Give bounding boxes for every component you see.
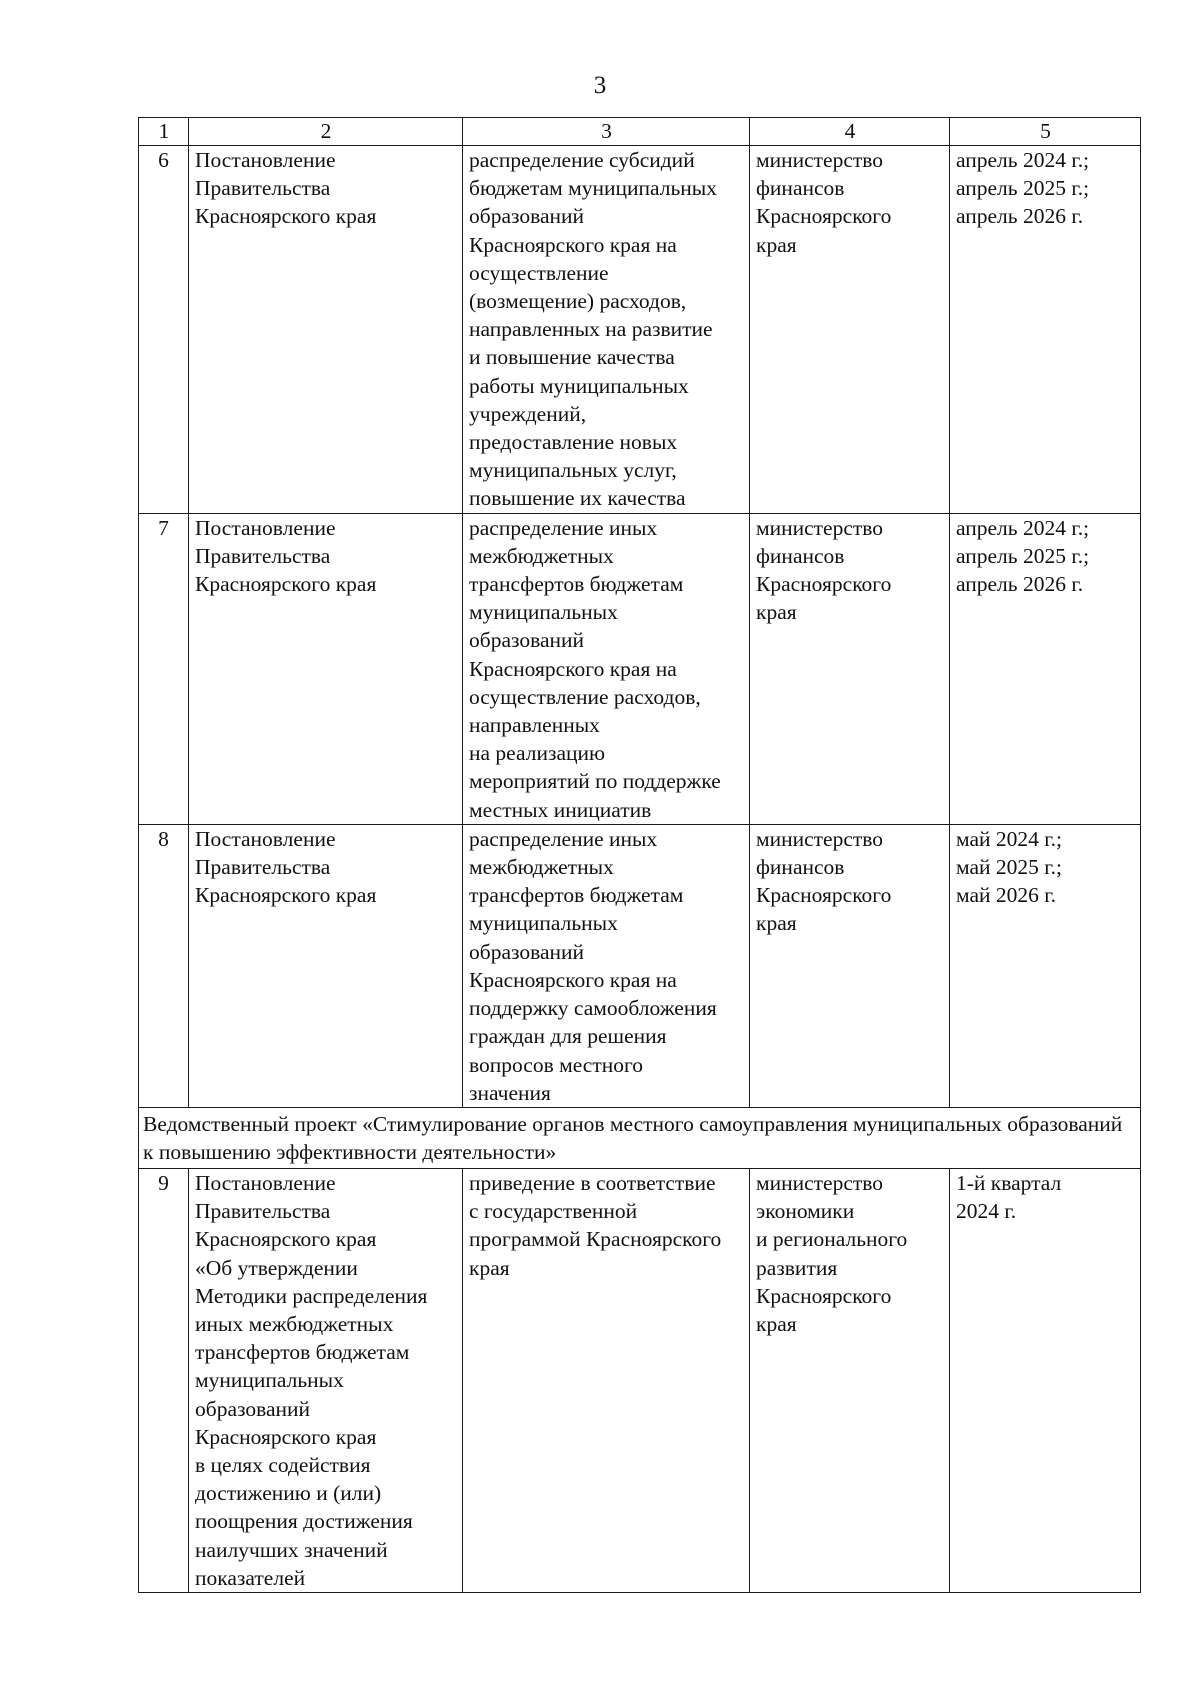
table-row: [139, 146, 1141, 514]
act-name-cell: Постановление Правительства Красноярского края «Об утверждении Методики распределения иных межбюджетных трансфертов бюджетам муниципальных образований Красноярского края в целях содействия достижению и (или) поощрения достижения наилучших значений показателей: [189, 1168, 463, 1592]
header-cell-1: 1: [139, 118, 189, 146]
deadline-cell: май 2024 г.; май 2025 г.; май 2026 г.: [950, 824, 1141, 1107]
responsible-cell: министерство финансов Красноярского края: [750, 824, 950, 1107]
row-number: 8: [139, 824, 189, 1107]
deadline-cell: апрель 2024 г.; апрель 2025 г.; апрель 2026 г.: [950, 146, 1141, 514]
plan-table: [138, 117, 1141, 1593]
section-title: Ведомственный проект «Стимулирование органов местного самоуправления муниципальных образований к повышению эффективности деятельности»: [139, 1107, 1141, 1168]
deadline-cell: 1-й квартал 2024 г.: [950, 1168, 1141, 1592]
subject-cell: распределение иных межбюджетных трансфертов бюджетам муниципальных образований Красноярского края на осуществление расходов, направленных на реализацию мероприятий по поддержке местных инициатив: [463, 513, 750, 824]
act-name-cell: Постановление Правительства Красноярского края: [189, 824, 463, 1107]
header-cell-3: 3: [463, 118, 750, 146]
page-number: 3: [593, 72, 607, 99]
row-number: 6: [139, 146, 189, 514]
responsible-cell: министерство финансов Красноярского края: [750, 146, 950, 514]
table-row: [139, 824, 1141, 1107]
table-row: [139, 513, 1141, 824]
table-row: [139, 1168, 1141, 1592]
header-cell-5: 5: [950, 118, 1141, 146]
act-name-cell: Постановление Правительства Красноярского края: [189, 513, 463, 824]
subject-cell: распределение иных межбюджетных трансфертов бюджетам муниципальных образований Красноярского края на поддержку самообложения граждан для решения вопросов местного значения: [463, 824, 750, 1107]
table-header-row: [139, 118, 1141, 146]
responsible-cell: министерство финансов Красноярского края: [750, 513, 950, 824]
deadline-cell: апрель 2024 г.; апрель 2025 г.; апрель 2026 г.: [950, 513, 1141, 824]
subject-cell: распределение субсидий бюджетам муниципальных образований Красноярского края на осуществление (возмещение) расходов, направленных на развитие и повышение качества работы муниципальных учреждений, предоставление новых муниципальных услуг, повышение их качества: [463, 146, 750, 514]
section-row: [139, 1107, 1141, 1168]
row-number: 9: [139, 1168, 189, 1592]
row-number: 7: [139, 513, 189, 824]
header-cell-4: 4: [750, 118, 950, 146]
responsible-cell: министерство экономики и регионального развития Красноярского края: [750, 1168, 950, 1592]
subject-cell: приведение в соответствие с государственной программой Красноярского края: [463, 1168, 750, 1592]
act-name-cell: Постановление Правительства Красноярского края: [189, 146, 463, 514]
header-cell-2: 2: [189, 118, 463, 146]
